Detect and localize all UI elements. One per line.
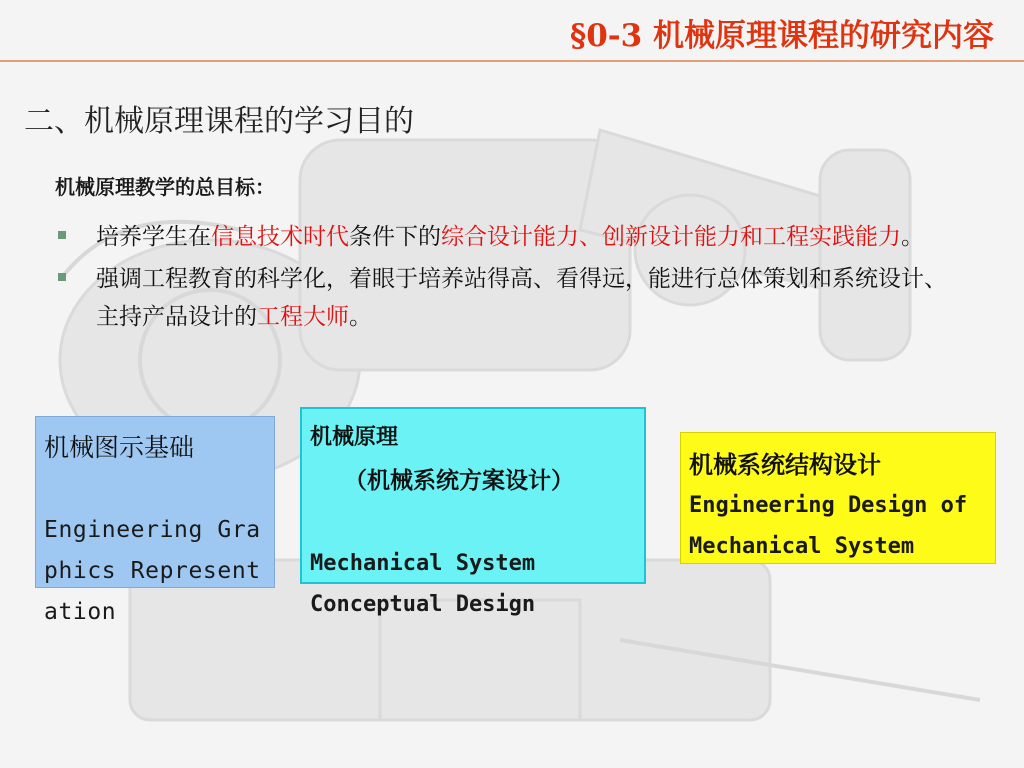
goals-heading: 机械原理教学的总目标： [55,175,275,199]
graphics-course-title: 机械图示基础 [44,433,195,462]
bullet-text: 。 [349,304,372,330]
goal-bullet [58,260,968,336]
title-divider [0,60,1024,62]
square-bullet-icon [58,273,66,281]
mechanism-course-title: 机械原理 [310,424,399,450]
goals-bullet-list [58,218,968,340]
design-course-title: 机械系统结构设计 [689,450,881,479]
bullet-text: 强调工程教育的科学化，着眼于培养站得高、看得远，能进行总体策划和系统设计、主持产品设计的 [96,266,947,330]
highlight-text: 工程大师 [257,304,349,330]
graphics-course-english: Engineering Graphics Representation [44,517,261,625]
mechanism-course-english: Mechanical System Conceptual Design [310,551,536,617]
bullet-text: 条件下的 [349,224,441,250]
bullet-text: 培养学生在 [96,224,211,250]
highlight-text: 信息技术时代 [211,224,349,250]
slide-title: §0-3 机械原理课程的研究内容 [569,18,994,54]
section-heading: 二、机械原理课程的学习目的 [24,104,414,139]
design-course-english: Engineering Design of Mechanical System [689,493,968,559]
bullet-text: 。 [901,224,924,250]
mechanism-course-subtitle: （机械系统方案设计） [344,467,574,494]
square-bullet-icon [58,231,66,239]
highlight-text: 综合设计能力、创新设计能力和工程实践能力 [441,224,901,250]
goal-bullet [58,218,968,256]
